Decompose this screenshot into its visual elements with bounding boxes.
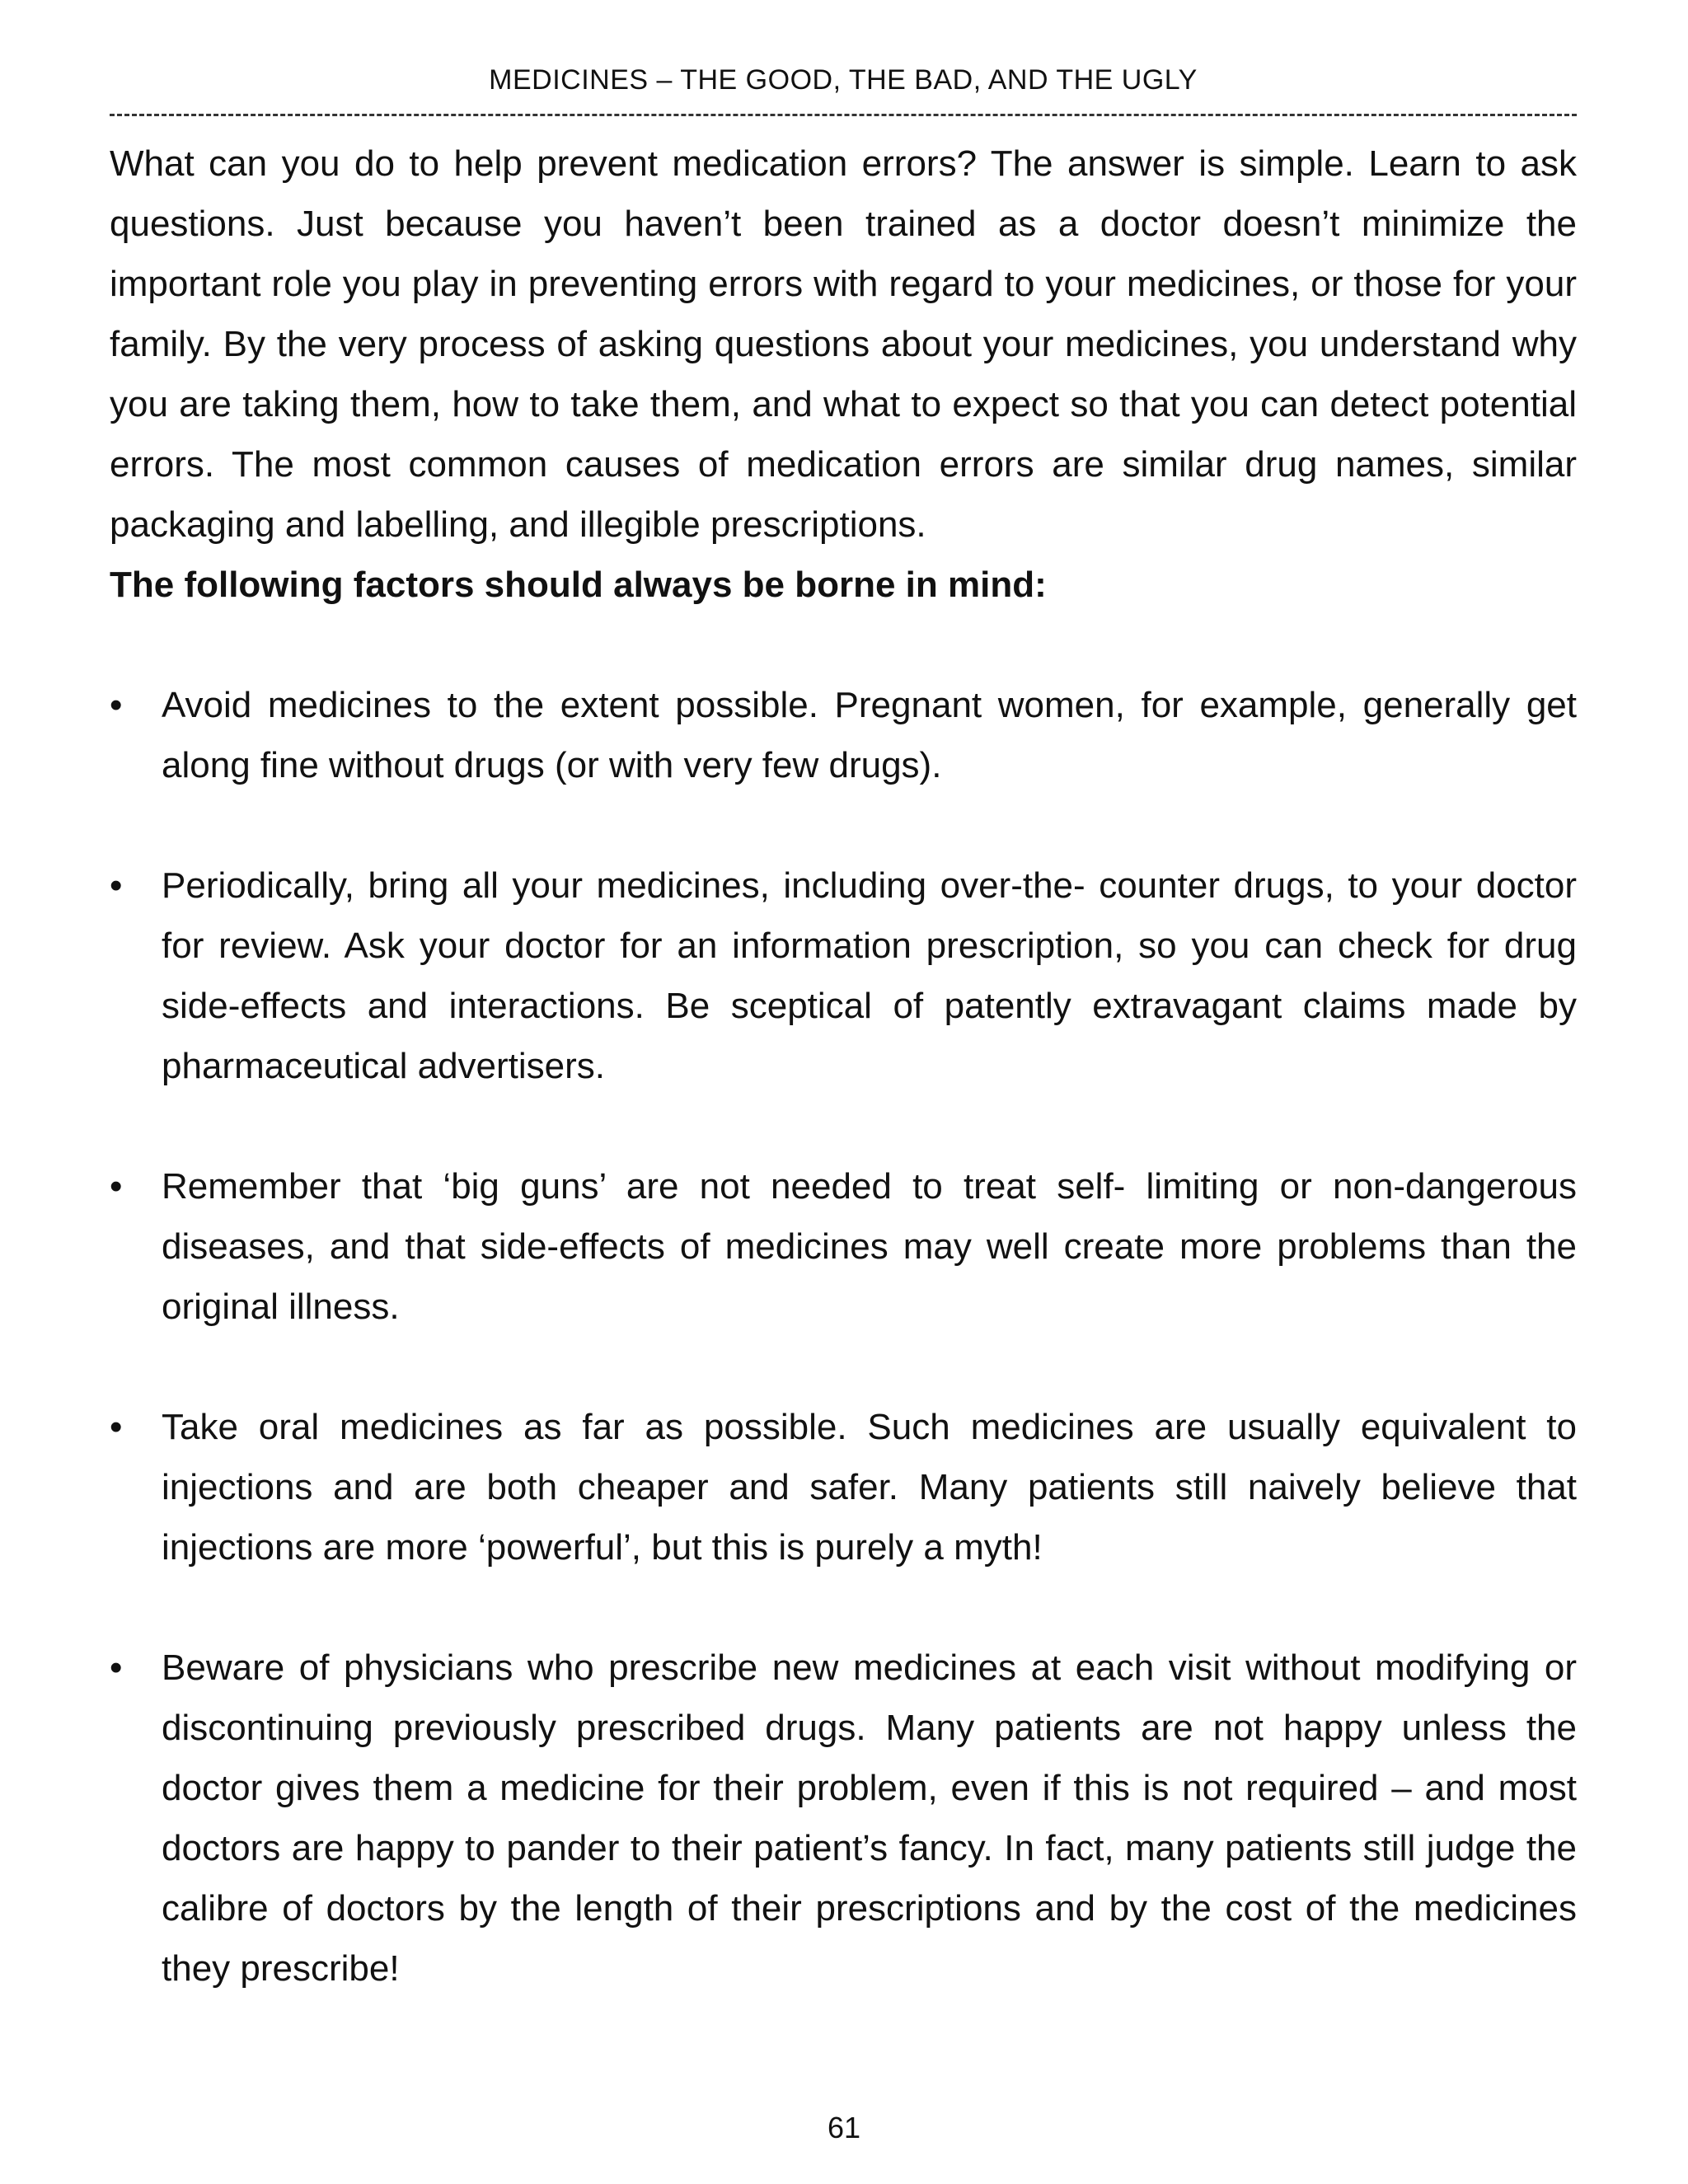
running-header-title: MEDICINES – THE GOOD, THE BAD, AND THE UGLY — [489, 64, 1198, 96]
list-item — [110, 1397, 1577, 1577]
bullet-icon: • — [110, 1407, 123, 1447]
list-item-text: Remember that ‘big guns’ are not needed to treat self- limiting or non-dangerous diseases, and that side-effects of medicines may well create more problems than the original illness. — [162, 1166, 1577, 1327]
page-number: 61 — [827, 2111, 861, 2144]
section-heading: The following factors should always be borne in mind: — [110, 565, 1047, 605]
page-content — [110, 134, 1577, 1999]
list-item — [110, 855, 1577, 1096]
list-item — [110, 1638, 1577, 1999]
list-item — [110, 675, 1577, 795]
list-item-text: Beware of physicians who prescribe new medicines at each visit without modifying or discontinuing previously prescribed drugs. Many patients are not happy unless the doctor gives them a medicine for their problem, even if this is not required – and most doctors are happy to pander to their patient’s fancy. In fact, many patients still judge the calibre of doctors by the length of their prescriptions and by the cost of the medicines they prescribe! — [162, 1647, 1577, 1989]
list-item-text: Periodically, bring all your medicines, including over-the- counter drugs, to your doctor for review. Ask your doctor for an information prescription, so you can check for drug side-effects and interactions. Be sceptical of patently extravagant claims made by pharmaceutical advertisers. — [162, 865, 1577, 1086]
bullet-icon: • — [110, 1166, 123, 1207]
bullet-icon: • — [110, 685, 123, 725]
bullet-icon: • — [110, 1647, 123, 1688]
list-item-text: Take oral medicines as far as possible. Such medicines are usually equivalent to injections and are both cheaper and safer. Many patients still naively believe that injections are more ‘powerful’, but this is purely a myth! — [162, 1407, 1577, 1568]
bullet-icon: • — [110, 865, 123, 906]
factors-list — [110, 675, 1577, 1999]
intro-paragraph: What can you do to help prevent medication errors? The answer is simple. Learn to ask questions. Just because you haven’t been trained as a doctor doesn’t minimize the important role you play in preventing errors with regard to your medicines, or those for your family. By the very process of asking questions about your medicines, you understand why you are taking them, how to take them, and what to expect so that you can detect potential errors. The most common causes of medication errors are similar drug names, similar packaging and labelling, and illegible prescriptions. — [110, 143, 1577, 545]
header-dashed-rule — [110, 114, 1577, 116]
list-item-text: Avoid medicines to the extent possible. Pregnant women, for example, generally get along fine without drugs (or with very few drugs). — [162, 685, 1577, 785]
list-item — [110, 1156, 1577, 1337]
